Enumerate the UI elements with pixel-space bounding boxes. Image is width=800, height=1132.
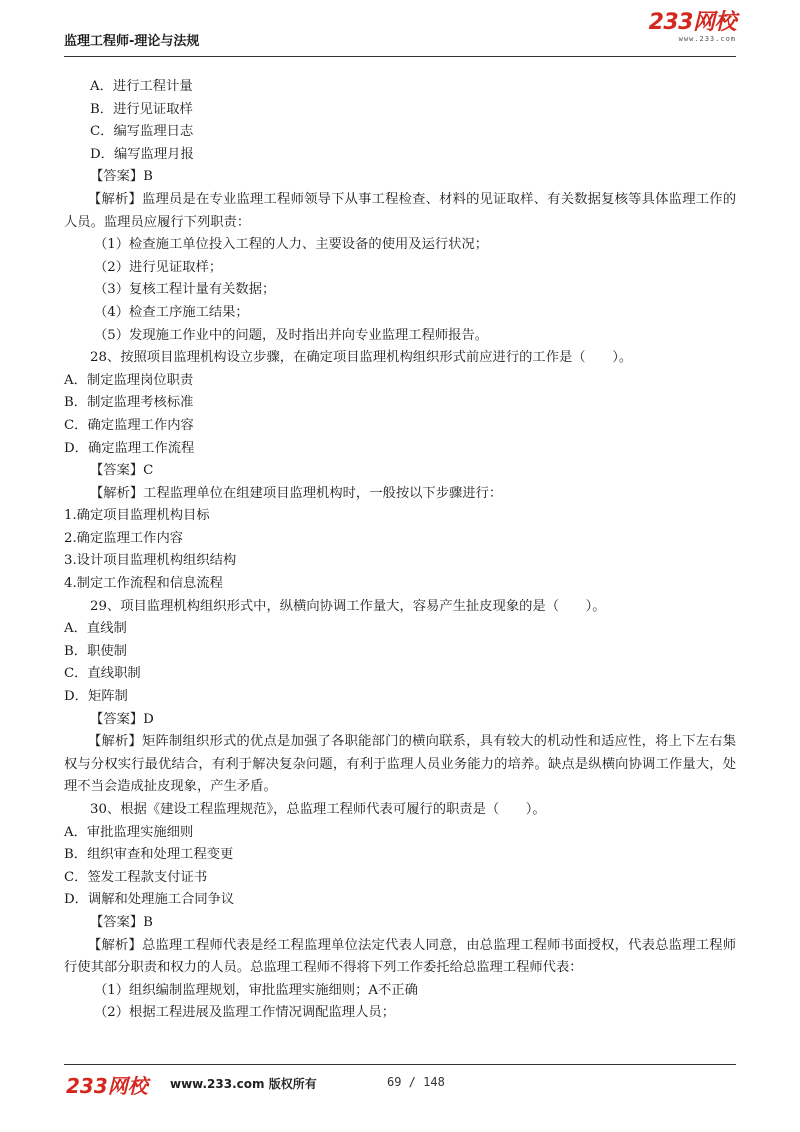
option-line: B．制定监理考核标准 — [64, 395, 194, 411]
option-line: C．直线职制 — [64, 666, 141, 682]
page-number: 69 / 148 — [387, 1075, 445, 1089]
answer-line: 【答案】D — [90, 711, 154, 727]
question-29: 29、项目监理机构组织形式中，纵横向协调工作量大，容易产生扯皮现象的是（ ）。 — [90, 598, 606, 614]
brand-logo — [649, 12, 736, 43]
footer-logo: 233网校 — [66, 1074, 148, 1098]
option-line: D．确定监理工作流程 — [64, 440, 195, 456]
question-28: 28、按照项目监理机构设立步骤，在确定项目监理机构组织形式前应进行的工作是（ ）。 — [90, 350, 633, 366]
option-line: A．直线制 — [64, 621, 127, 637]
option-line: D．编写监理月报 — [90, 146, 194, 162]
answer-line: 【答案】C — [90, 463, 154, 479]
question-30: 30、根据《建设工程监理规范》，总监理工程师代表可履行的职责是（ ）。 — [90, 802, 546, 817]
brand-logo-url: www.233.com — [678, 35, 736, 43]
explanation-paragraph: 【解析】总监理工程师代表是经工程监理单位法定代表人同意，由总监理工程师书面授权，代表总监理工程师行使其部分职责和权力的人员。总监理工程师不得将下列工作委托给总监理工程师代表： — [64, 937, 736, 976]
footer-divider — [64, 1064, 736, 1065]
option-line: A．制定监理岗位职责 — [64, 372, 194, 388]
option-line: A．进行工程计量 — [90, 79, 193, 94]
list-item: 1.确定项目监理机构目标 — [64, 508, 210, 524]
document-title: 监理工程师-理论与法规 — [64, 34, 200, 49]
list-item: （5）发现施工作业中的问题，及时指出并向专业监理工程师报告。 — [94, 327, 489, 343]
option-line: D．矩阵制 — [64, 689, 128, 705]
option-line: B．组织审查和处理工程变更 — [64, 847, 234, 863]
brand-logo-text: 233网校 — [648, 10, 736, 35]
explanation-paragraph: 【解析】工程监理单位在组建项目监理机构时，一般按以下步骤进行： — [90, 485, 503, 501]
option-line: C．编写监理日志 — [90, 124, 194, 140]
list-item: （3）复核工程计量有关数据； — [94, 282, 276, 298]
option-line: A．审批监理实施细则 — [64, 824, 194, 840]
option-line: B．职使制 — [64, 643, 127, 659]
list-item: 2.确定监理工作内容 — [64, 530, 184, 546]
list-item: （2）进行见证取样； — [94, 259, 223, 275]
option-line: C．签发工程款支付证书 — [64, 869, 208, 885]
option-line: B．进行见证取样 — [90, 101, 193, 117]
page-header — [64, 0, 736, 58]
option-line: C．确定监理工作内容 — [64, 417, 194, 433]
explanation-paragraph: 【解析】矩阵制组织形式的优点是加强了各职能部门的横向联系，具有较大的机动性和适应性，将上下左右集权与分权实行最优结合，有利于解决复杂问题，有利于监理人员业务能力的培养。缺点是纵横向协调工作量大，处理不当会造成扯皮现象，产生矛盾。 — [64, 734, 736, 795]
document-body — [64, 76, 736, 1025]
page-footer — [64, 1064, 736, 1104]
header-divider — [64, 56, 736, 57]
answer-line: 【答案】B — [90, 169, 153, 185]
list-item: 3.设计项目监理机构组织结构 — [64, 553, 237, 569]
list-item: （1）组织编制监理规划，审批监理实施细则；A不正确 — [94, 982, 418, 998]
answer-line: 【答案】B — [90, 914, 153, 930]
list-item: 4.制定工作流程和信息流程 — [64, 576, 223, 592]
list-item: （4）检查工序施工结果； — [94, 304, 249, 320]
explanation-paragraph: 【解析】监理员是在专业监理工程师领导下从事工程检查、材料的见证取样、有关数据复核等具体监理工作的人员。监理员应履行下列职责： — [64, 191, 736, 230]
list-item: （2）根据工程进展及监理工作情况调配监理人员； — [94, 1005, 395, 1021]
option-line: D．调解和处理施工合同争议 — [64, 892, 235, 908]
copyright-text: www.233.com 版权所有 — [170, 1077, 317, 1091]
list-item: （1）检查施工单位投入工程的人力、主要设备的使用及运行状况； — [94, 237, 489, 253]
